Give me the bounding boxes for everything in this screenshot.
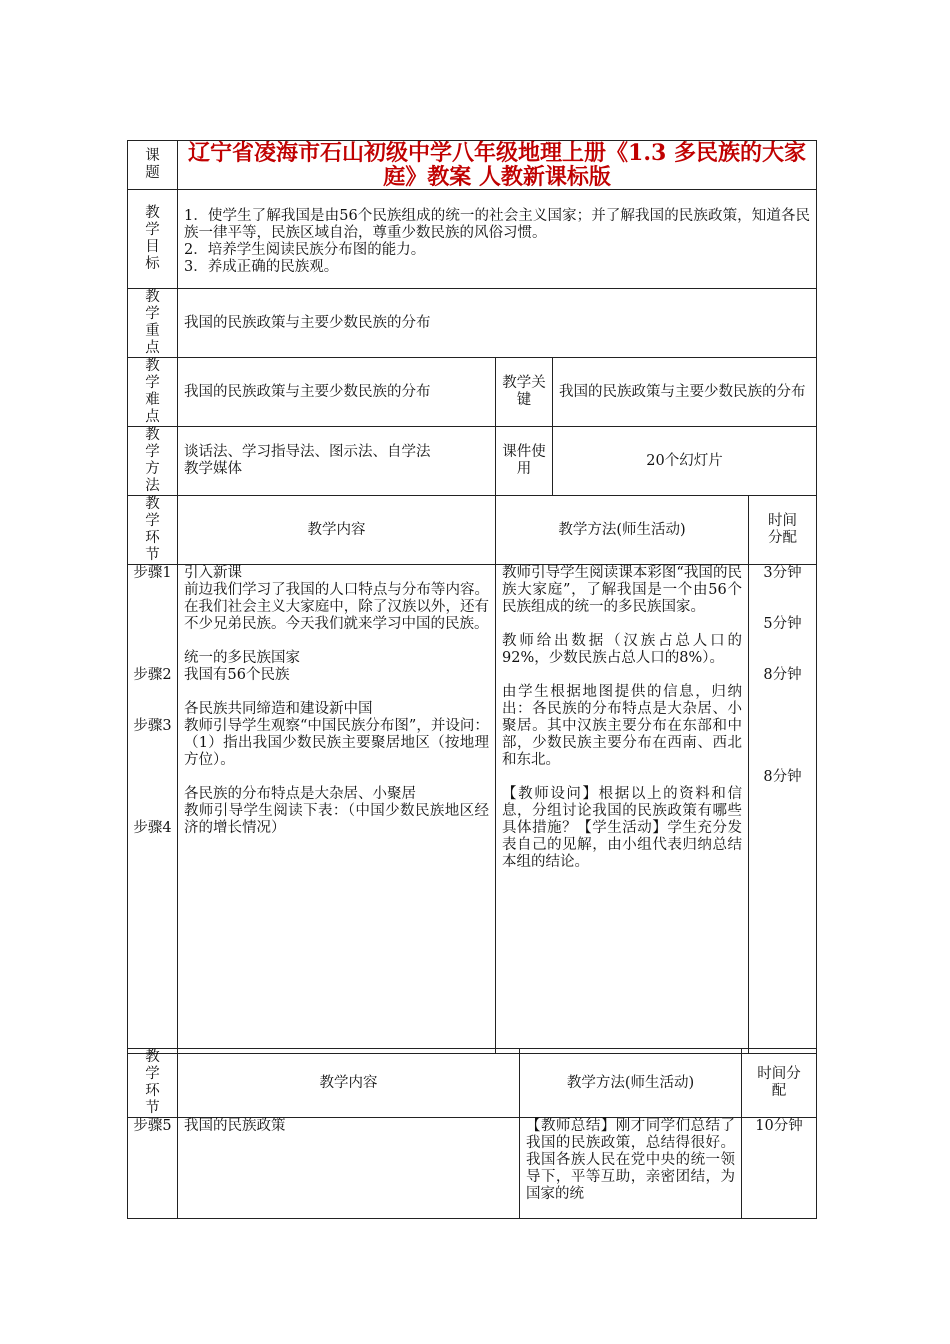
courseware-label: 课件使用 [496, 427, 553, 496]
time-value: 8分钟 [763, 769, 802, 785]
focus-label: 教学重点 [145, 289, 160, 356]
difficulty-label: 教学难点 [145, 358, 160, 425]
section-label: 教学环节 [145, 496, 160, 563]
objective-item: 3．养成正确的民族观。 [184, 259, 339, 275]
difficulty-value: 我国的民族政策与主要少数民族的分布 [178, 358, 496, 427]
title-row [128, 141, 817, 190]
content-line: 前边我们学习了我国的人口特点与分布等内容。在我们社会主义大家庭中，除了汉族以外，还有不少兄弟民族。今天我们就来学习中国的民族。 [184, 582, 489, 632]
media-line: 教学媒体 [184, 461, 242, 477]
step-label: 步骤2 [133, 667, 172, 683]
objectives-label: 教学目标 [145, 205, 160, 272]
steps-column [128, 565, 178, 1054]
time-value: 5分钟 [763, 616, 802, 632]
content-header: 教学内容 [178, 496, 496, 565]
content-header-2: 教学内容 [178, 1049, 520, 1118]
methods-value [178, 427, 496, 496]
lesson-plan-table-2 [127, 1048, 817, 1219]
objective-item: 1．使学生了解我国是由56个民族组成的统一的社会主义国家；并了解我国的民族政策，知道各民族一律平等，民族区域自治，尊重少数民族的风俗习惯。 [184, 208, 811, 241]
step-label: 步骤4 [133, 820, 172, 836]
difficulty-label-cell [128, 358, 178, 427]
method-paragraph: 教师给出数据（汉族占总人口的92%，少数民族占总人口的8%）。 [502, 633, 742, 666]
methods-label-cell [128, 427, 178, 496]
step5-content: 我国的民族政策 [178, 1118, 520, 1219]
step5-time: 10分钟 [742, 1118, 817, 1219]
step5-row [128, 1118, 817, 1219]
method-header-2: 教学方法(师生活动) [520, 1049, 742, 1118]
step-label: 步骤1 [133, 565, 172, 581]
key-value: 我国的民族政策与主要少数民族的分布 [553, 358, 817, 427]
steps-row [128, 565, 817, 1054]
content-line: 教师引导学生阅读下表：（中国少数民族地区经济的增长情况） [184, 803, 489, 836]
step5-label: 步骤5 [128, 1118, 178, 1219]
section-header-row [128, 496, 817, 565]
method-paragraph: 【教师设问】根据以上的资料和信息，分组讨论我国的民族政策有哪些具体措施？【学生活动】学生充分发表自己的见解，由小组代表归纳总结本组的结论。 [502, 786, 742, 870]
objectives-row [128, 190, 817, 289]
content-line: 统一的多民族国家 [184, 650, 300, 666]
title-label: 课题 [145, 148, 160, 181]
step-label: 步骤3 [133, 718, 172, 734]
steps-time [749, 565, 817, 1054]
steps-method [496, 565, 749, 1054]
methods-row [128, 427, 817, 496]
time-header-2: 时间分配 [742, 1049, 817, 1118]
time-value: 8分钟 [763, 667, 802, 683]
content-line: 各民族的分布特点是大杂居、小聚居 [184, 786, 416, 802]
section-label-2: 教学环节 [145, 1049, 160, 1116]
steps-content [178, 565, 496, 1054]
section-header-row-2 [128, 1049, 817, 1118]
title-label-cell [128, 141, 178, 190]
content-line: （1）指出我国少数民族主要聚居地区（按地理方位）。 [184, 735, 489, 768]
objectives-label-cell [128, 190, 178, 289]
focus-label-cell [128, 289, 178, 358]
method-paragraph: 由学生根据地图提供的信息，归纳出：各民族的分布特点是大杂居、小聚居。其中汉族主要分布在东部和中部，少数民族主要分布在西南、西北和东北。 [502, 684, 742, 768]
courseware-value: 20个幻灯片 [553, 427, 817, 496]
focus-value: 我国的民族政策与主要少数民族的分布 [178, 289, 817, 358]
objective-item: 2．培养学生阅读民族分布图的能力。 [184, 242, 426, 258]
content-line: 我国有56个民族 [184, 667, 290, 683]
document-title: 辽宁省凌海市石山初级中学八年级地理上册《1.3 多民族的大家庭》教案 人教新课标版 [178, 141, 817, 190]
time-header: 时间分配 [749, 496, 817, 565]
content-line: 教师引导学生观察“中国民族分布图”，并设问： [184, 718, 489, 734]
section-label-cell [128, 496, 178, 565]
focus-row [128, 289, 817, 358]
key-label: 教学关键 [496, 358, 553, 427]
content-line: 各民族共同缔造和建设新中国 [184, 701, 373, 717]
step5-method: 【教师总结】刚才同学们总结了我国的民族政策，总结得很好。我国各族人民在党中央的统一领导下，平等互助，亲密团结，为国家的统 [520, 1118, 742, 1219]
method-paragraph: 教师引导学生阅读课本彩图“我国的民族大家庭”，了解我国是一个由56个民族组成的统一的多民族国家。 [502, 565, 742, 615]
section-label-cell-2 [128, 1049, 178, 1118]
lesson-plan-table [127, 140, 817, 1054]
method-header: 教学方法(师生活动) [496, 496, 749, 565]
content-line: 引入新课 [184, 565, 242, 581]
methods-label: 教学方法 [145, 427, 160, 494]
objectives-content [178, 190, 817, 289]
difficulty-row [128, 358, 817, 427]
time-value: 3分钟 [763, 565, 802, 581]
methods-line: 谈话法、学习指导法、图示法、自学法 [184, 444, 431, 460]
